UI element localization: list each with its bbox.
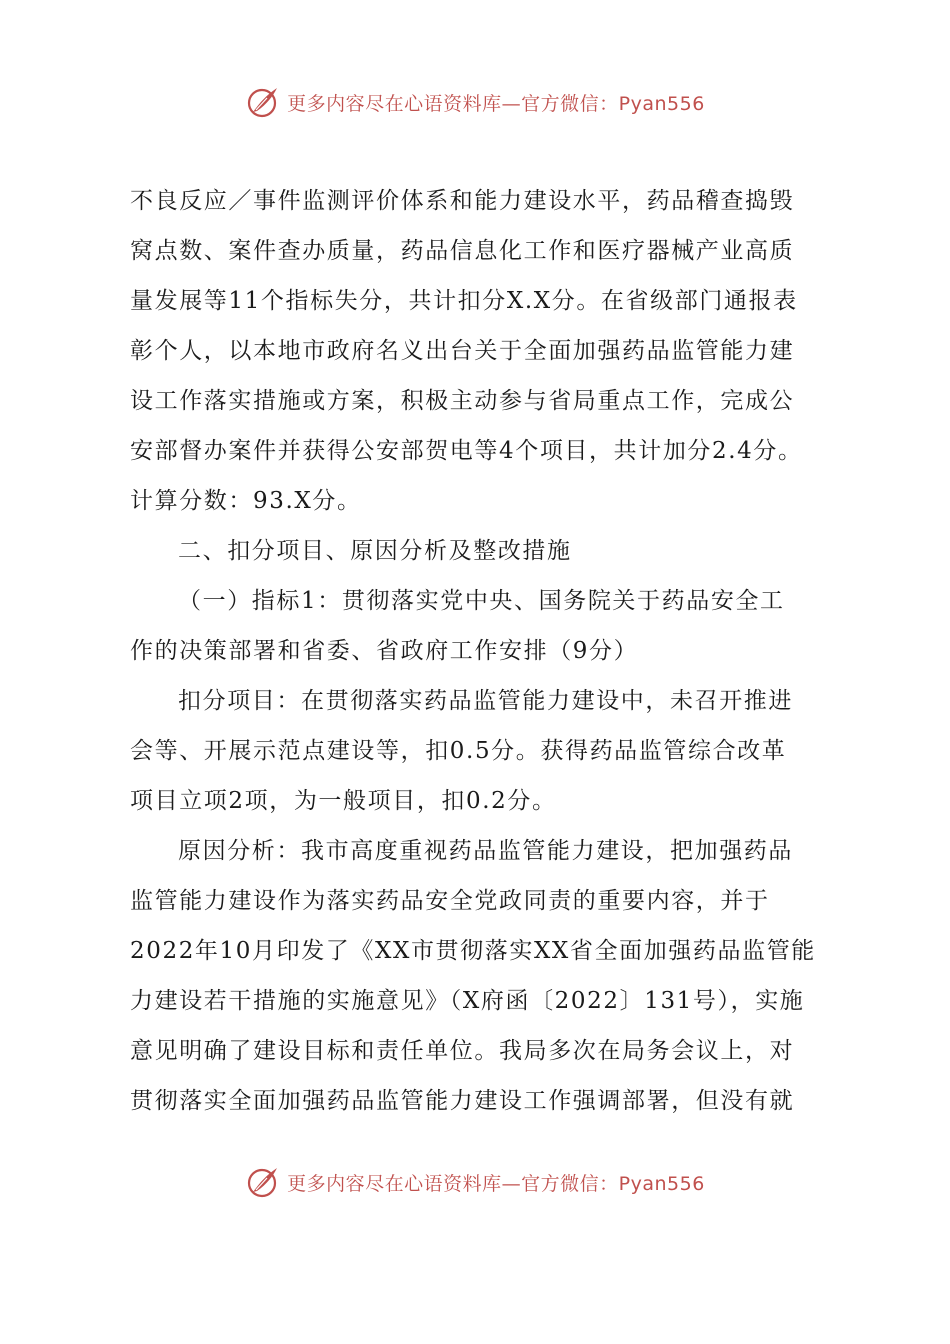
text-line: 2022年10月印发了《XX市贯彻落实XX省全面加强药品监管能 — [130, 938, 816, 964]
text-line: 意见明确了建设目标和责任单位。我局多次在局务会议上，对 — [130, 1038, 795, 1064]
text-line: 窝点数、案件查办质量，药品信息化工作和医疗器械产业高质 — [130, 238, 795, 264]
text-line: 项目立项2项，为一般项目，扣0.2分。 — [130, 788, 557, 814]
watermark-text — [287, 1169, 705, 1196]
text-line: 量发展等11个指标失分，共计扣分X.X分。在省级部门通报表 — [130, 288, 798, 314]
text-line: 力建设若干措施的实施意见》（X府函〔2022〕131号），实施 — [130, 988, 805, 1014]
text-line: 安部督办案件并获得公安部贺电等4个项目，共计加分2.4分。 — [130, 438, 803, 464]
text-line: 不良反应／事件监测评价体系和能力建设水平，药品稽查捣毁 — [130, 188, 795, 214]
text-line: 作的决策部署和省委、省政府工作安排（9分） — [130, 638, 639, 664]
text-line: 彰个人，以本地市政府名义出台关于全面加强药品监管能力建 — [130, 338, 795, 364]
watermark-text — [287, 89, 705, 116]
watermark-wechat-id: Pyan556 — [618, 1172, 705, 1195]
section-heading: 二、扣分项目、原因分析及整改措施 — [178, 538, 572, 564]
text-line: 贯彻落实全面加强药品监管能力建设工作强调部署，但没有就 — [130, 1088, 795, 1114]
text-line: 监管能力建设作为落实药品安全党政同责的重要内容，并于 — [130, 888, 770, 914]
text-line: 会等、开展示范点建设等，扣0.5分。获得药品监管综合改革 — [130, 738, 787, 764]
text-line: 设工作落实措施或方案，积极主动参与省局重点工作，完成公 — [130, 388, 795, 414]
quill-logo-icon — [245, 1164, 281, 1200]
document-body — [130, 176, 835, 1126]
paragraph-start: 原因分析：我市高度重视药品监管能力建设，把加强药品 — [178, 838, 793, 864]
watermark-footer — [0, 1164, 950, 1200]
subsection-heading: （一）指标1：贯彻落实党中央、国务院关于药品安全工 — [178, 588, 785, 614]
text-line: 计算分数：93.X分。 — [130, 488, 362, 514]
watermark-header — [0, 84, 950, 120]
quill-logo-icon — [245, 84, 281, 120]
watermark-wechat-id: Pyan556 — [618, 92, 705, 115]
watermark-label: 更多内容尽在心语资料库—官方微信： — [287, 92, 619, 115]
watermark-label: 更多内容尽在心语资料库—官方微信： — [287, 1172, 619, 1195]
paragraph-start: 扣分项目：在贯彻落实药品监管能力建设中，未召开推进 — [178, 688, 793, 714]
